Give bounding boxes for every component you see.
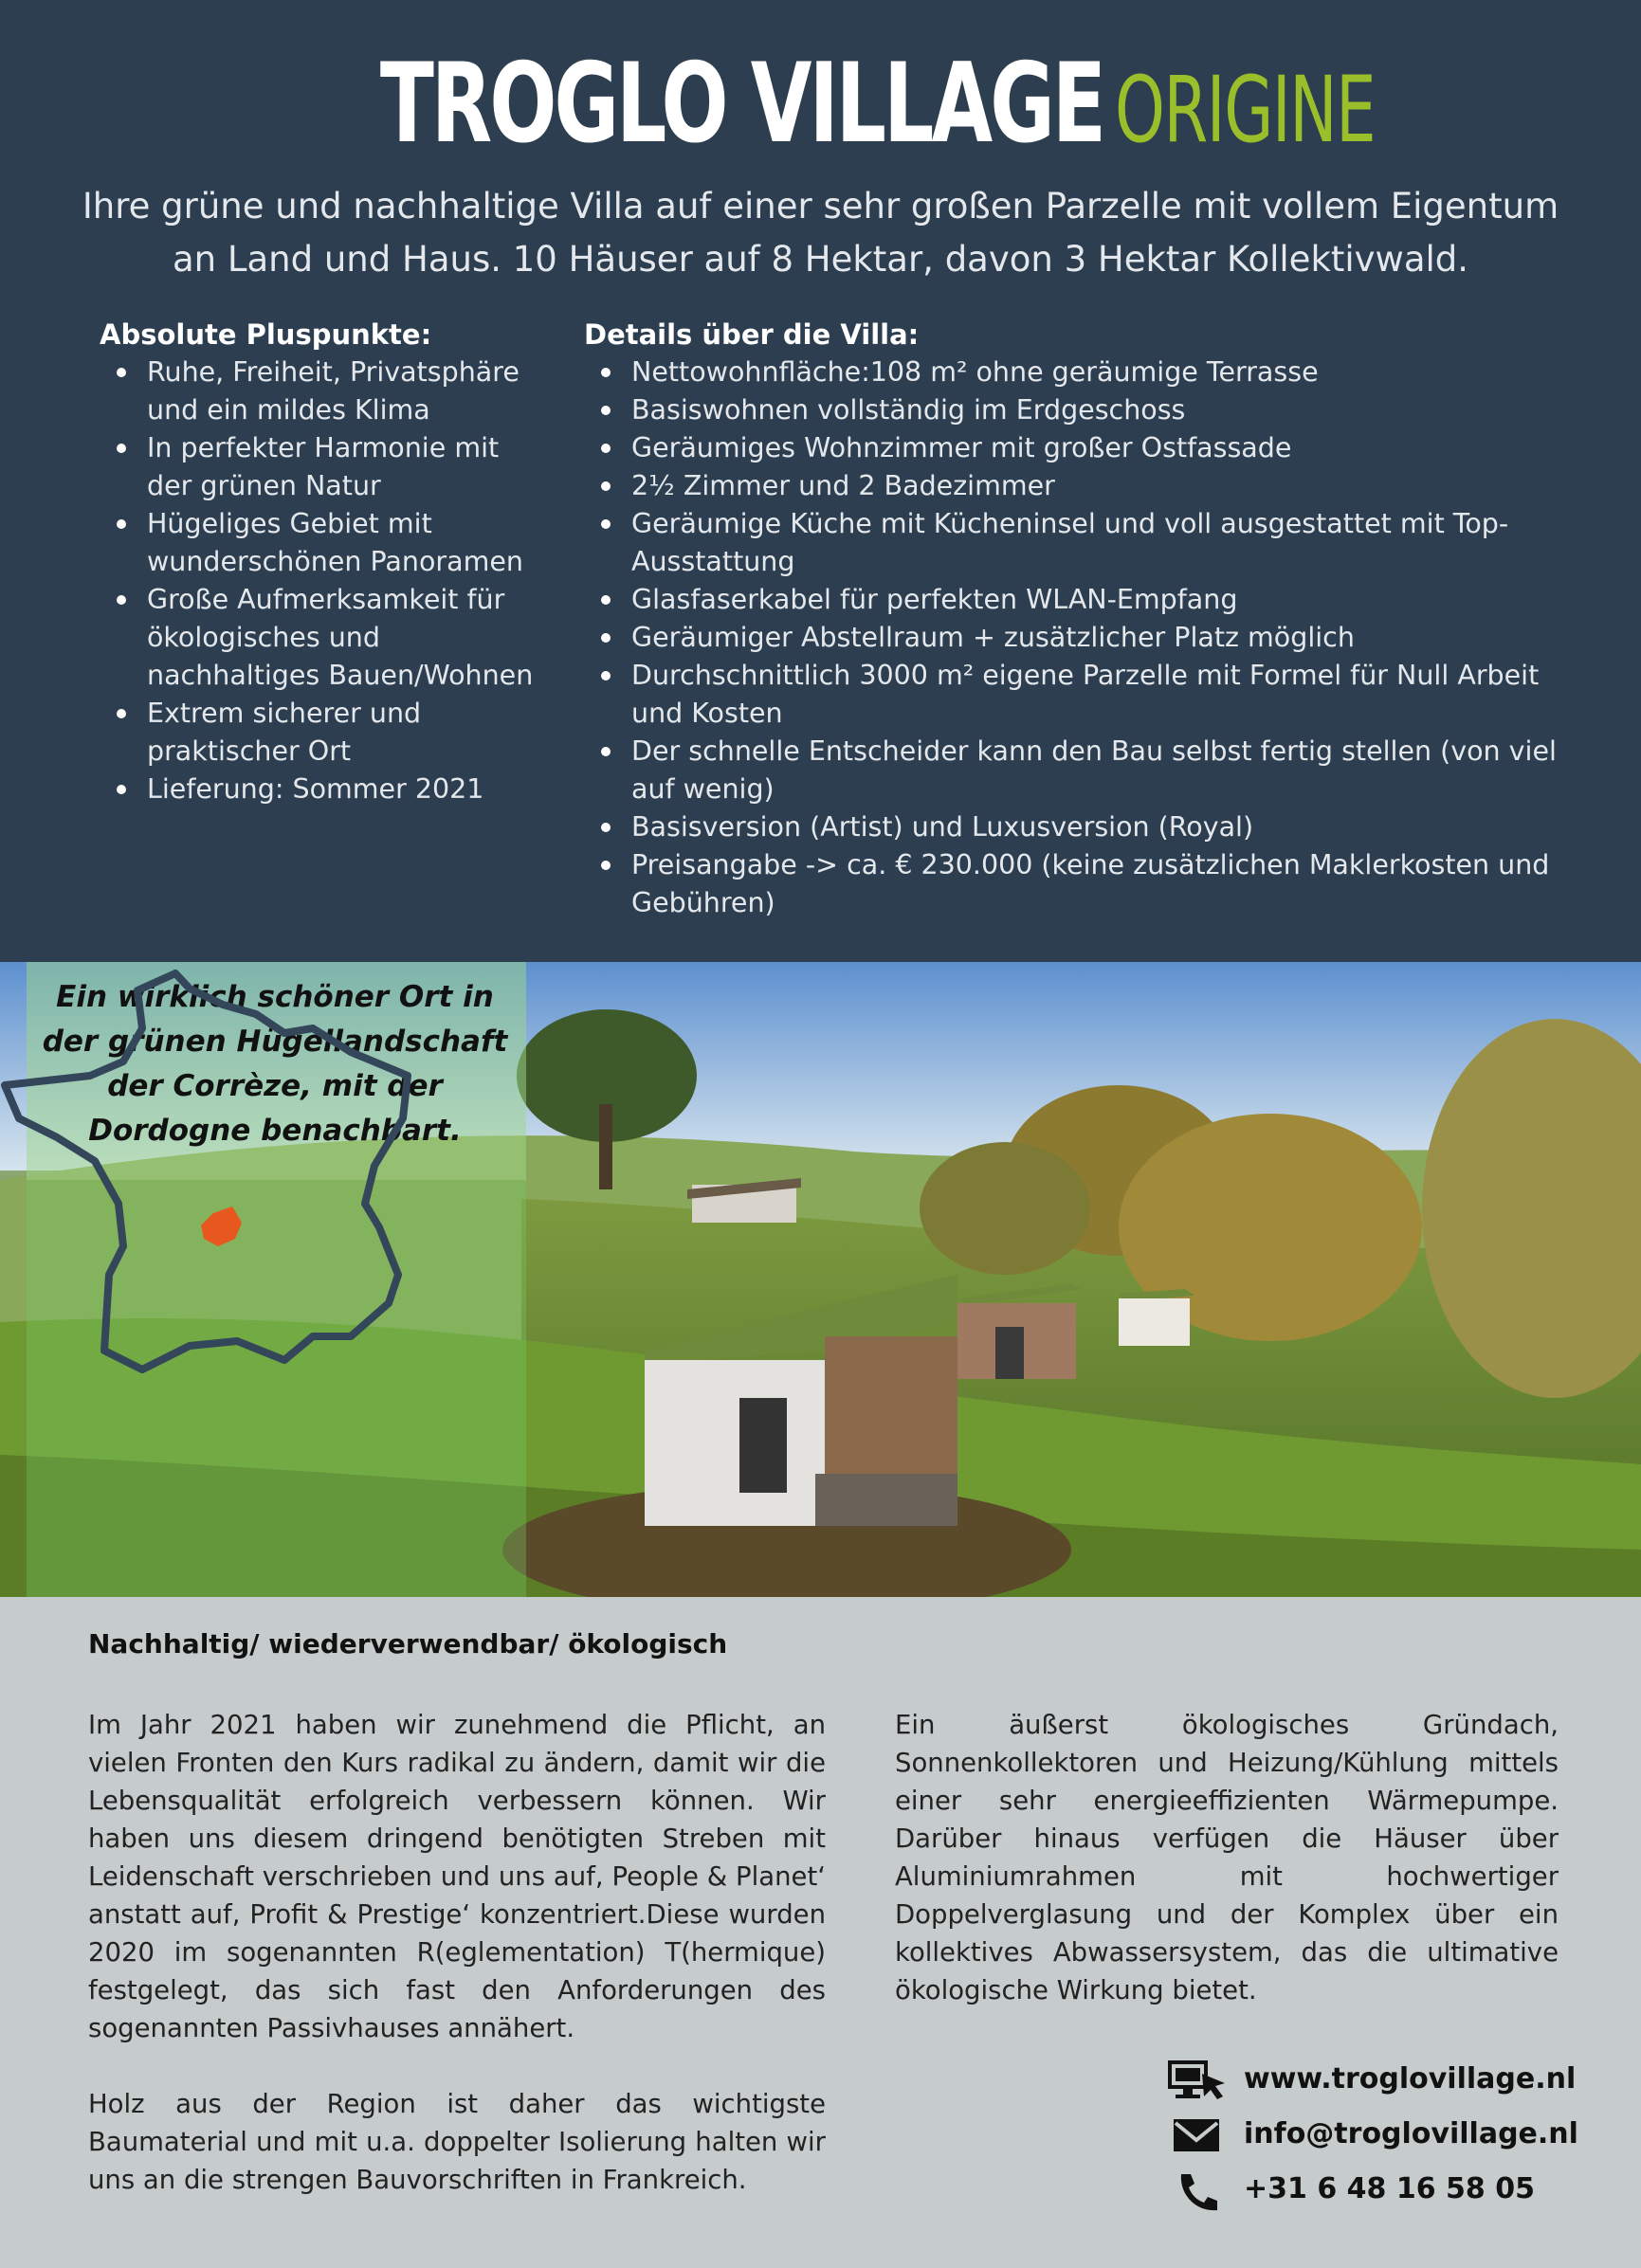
location-caption: Ein wirklich schöner Ort in der grünen Hügellandschaft der Corrèze, mit der Dordogne benachbart. xyxy=(42,980,508,1148)
list-item: Große Aufmerksamkeit für ökologisches und nachhaltiges Bauen/Wohnen xyxy=(147,581,545,695)
paragraph-2: Holz aus der Region ist daher das wichtigste Baumaterial und mit u.a. doppelter Isolierung halten wir uns an die strengen Bauvorschriften in Frankreich. xyxy=(88,2089,826,2195)
list-item: Geräumiger Abstellraum + zusätzlicher Platz möglich xyxy=(631,619,1560,657)
list-item: Nettowohnfläche:108 m² ohne geräumige Terrasse xyxy=(631,354,1560,391)
envelope-icon xyxy=(1168,2115,1229,2157)
pluspunkte-heading: Absolute Pluspunkte: xyxy=(100,318,432,351)
list-item: Preisangabe -> ca. € 230.000 (keine zusätzlichen Maklerkosten und Gebühren) xyxy=(631,846,1560,922)
france-outline xyxy=(5,973,408,1370)
list-item: Durchschnittlich 3000 m² eigene Parzelle mit Formel für Null Arbeit und Kosten xyxy=(631,657,1560,733)
website-link[interactable]: www.troglovillage.nl xyxy=(1244,2062,1577,2096)
villa-details-list xyxy=(584,354,1560,922)
list-item: 2½ Zimmer und 2 Badezimmer xyxy=(631,467,1560,505)
list-item: Der schnelle Entscheider kann den Bau selbst fertig stellen (von viel auf wenig) xyxy=(631,733,1560,808)
list-item: Hügeliges Gebiet mit wunderschönen Panoramen xyxy=(147,505,545,581)
list-item: Basiswohnen vollständig im Erdgeschoss xyxy=(631,391,1560,429)
list-item: Ruhe, Freiheit, Privatsphäre und ein mildes Klima xyxy=(147,354,545,429)
villa-details-column xyxy=(584,316,1560,922)
landscape-photo xyxy=(0,962,1641,1597)
list-item: Lieferung: Sommer 2021 xyxy=(147,771,545,808)
location-marker xyxy=(201,1207,242,1246)
list-item: In perfekter Harmonie mit der grünen Natur xyxy=(147,429,545,505)
title-accent: ORIGINE xyxy=(1114,57,1375,163)
header-section xyxy=(0,0,1641,962)
title-row xyxy=(0,40,1641,168)
list-item: Geräumiges Wohnzimmer mit großer Ostfassade xyxy=(631,429,1560,467)
page-title: TROGLO VILLAGE xyxy=(379,40,1103,168)
list-item: Geräumige Küche mit Kücheninsel und voll ausgestattet mit Top-Ausstattung xyxy=(631,505,1560,581)
list-item: Basisversion (Artist) und Luxusversion (Royal) xyxy=(631,808,1560,846)
villa-details-heading: Details über die Villa: xyxy=(584,318,920,351)
computer-click-icon xyxy=(1168,2060,1229,2102)
subtitle: Ihre grüne und nachhaltige Villa auf einer sehr großen Parzelle mit vollem Eigentum an Land und Haus. 10 Häuser auf 8 Hektar, davon 3 Hektar Kollektivwald. xyxy=(82,186,1559,280)
list-item: Glasfaserkabel für perfekten WLAN-Empfang xyxy=(631,581,1560,619)
pluspunkte-column xyxy=(100,316,545,808)
pluspunkte-list xyxy=(100,354,545,808)
phone-icon xyxy=(1168,2170,1229,2212)
email-link[interactable]: info@troglovillage.nl xyxy=(1244,2117,1578,2150)
phone-number[interactable]: +31 6 48 16 58 05 xyxy=(1244,2172,1535,2205)
france-map-icon xyxy=(0,962,436,1388)
list-item: Extrem sicherer und praktischer Ort xyxy=(147,695,545,771)
paragraph-1: Im Jahr 2021 haben wir zunehmend die Pflicht, an vielen Fronten den Kurs radikal zu ändern, damit wir die Lebensqualität erfolgreich verbessern können. Wir haben uns diesem dringend benötigten Streben mit Leidenschaft verschrieben und uns auf, People & Planet‘ anstatt auf, Profit & Prestige‘ konzentriert.Diese wurden 2020 im sogenannten R(eglementation) T(hermique) festgelegt, das sich fast den Anforderungen des sogenannten Passivhauses annähert. xyxy=(88,1710,826,2043)
paragraph-3: Ein äußerst ökologisches Gründach, Sonnenkollektoren und Heizung/Kühlung mittels einer sehr energieeffizienten Wärmepumpe. Darüber hinaus verfügen die Häuser über Aluminiumrahmen mit hochwertiger Doppelverglasung und der Komplex über ein kollektives Abwassersystem, das die ultimative ökologische Wirkung bietet. xyxy=(895,1710,1559,2005)
section-heading: Nachhaltig/ wiederverwendbar/ ökologisch xyxy=(88,1628,728,1660)
